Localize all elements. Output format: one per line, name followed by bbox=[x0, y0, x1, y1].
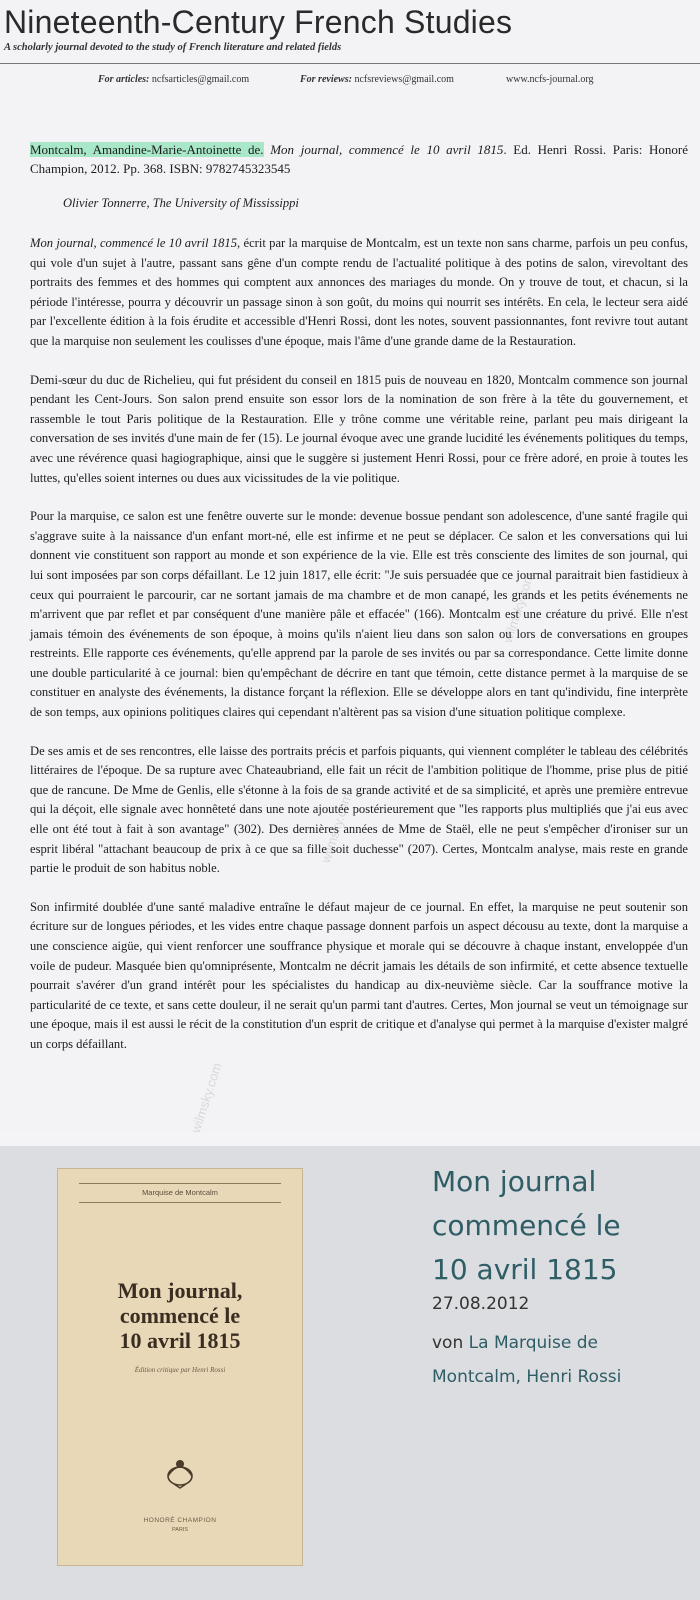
citation-details: . Ed. Henri Rossi. Paris: Honoré Champion, 2012. Pp. 368. ISBN: 9782745323545 bbox=[30, 142, 688, 176]
contact-label: For articles: bbox=[98, 74, 150, 85]
review-paragraph bbox=[30, 507, 688, 723]
paragraph-lead-title: Mon journal, commencé le 10 avril 1815 bbox=[30, 236, 238, 250]
contact-website bbox=[506, 74, 593, 85]
masthead bbox=[4, 4, 694, 53]
book-title: Mon journal, commencé le 10 avril 1815 bbox=[270, 142, 504, 157]
review-paragraph bbox=[30, 371, 688, 489]
publication-date: 27.08.2012 bbox=[432, 1294, 530, 1314]
review-body bbox=[30, 234, 688, 1074]
contact-label: For reviews: bbox=[300, 74, 352, 85]
paragraph-text: Pour la marquise, ce salon est une fenêtre ouverte sur le monde: devenue bossue pendant son adolescence, d'une santé fragile qui s'aggrave suite à la naissance d'un enfant mort-né, elle est infirme et ne peut se déplacer. Ce salon et les conversations qui lui donnent vie constituent son rapport au monde et son expérience de la vie. Elle est très consciente des limites de son journal, qui lui sont imposées par son corps défaillant. Le 12 juin 1817, elle écrit: "Je suis persuadée que ce journal paraitrait bien fastidieux à ceux qui pourraient le parcourir, car ne sortant jamais de ma chambre et de mon canapé, les grands et les petits événements ne m'arrivent que par reflet et par conséquent d'une manière pâle et effacée" (166). Montcalm est une créature du privé. Elle n'est jamais témoin des événements de son époque, à moins qu'ils n'aient lieu dans son salon ou lors de conversations en groupes restreints. Elle rapporte ces événements, qu'elle apprend par la parole de ses invités ou par sa correspondance. Cette limite donne une double particularité à ce journal: bien qu'empêchant de décrire en tant que témoin, cette distance permet à la marquise de se constituer en analyste des événements, la distance forçant la réflexion. Elle se développe alors en tant qu'individu, fine interprète de son temps, aux opinions politiques claires qui cependant n'altèrent pas sa vision d'une situation politique complexe. bbox=[30, 509, 688, 720]
review-paragraph bbox=[30, 742, 688, 879]
product-panel bbox=[0, 1146, 700, 1600]
by-prefix: von bbox=[432, 1333, 464, 1353]
contact-reviews-email[interactable]: ncfsreviews@gmail.com bbox=[354, 74, 454, 85]
review-paragraph bbox=[30, 898, 688, 1055]
book-cover-image[interactable] bbox=[57, 1168, 303, 1566]
review-paragraph bbox=[30, 234, 688, 352]
cover-title-line: Mon journal, bbox=[117, 1278, 243, 1303]
contact-reviews bbox=[300, 74, 454, 85]
journal-title: Nineteenth-Century French Studies bbox=[4, 4, 513, 40]
watermark: wilmsky.com bbox=[318, 790, 355, 865]
cover-author: Marquise de Montcalm bbox=[79, 1183, 281, 1203]
product-authors bbox=[432, 1326, 682, 1394]
author-links[interactable]: La Marquise de Montcalm, Henri Rossi bbox=[432, 1333, 622, 1387]
product-title[interactable] bbox=[432, 1160, 682, 1292]
watermark: wilmsky.com bbox=[500, 570, 537, 645]
header-divider bbox=[0, 63, 700, 64]
contact-articles-email[interactable]: ncfsarticles@gmail.com bbox=[151, 74, 250, 85]
journal-subtitle: A scholarly journal devoted to the study of French literature and related fields bbox=[4, 42, 342, 53]
product-title-line: 10 avril 1815 bbox=[432, 1253, 618, 1286]
product-title-line: commencé le bbox=[432, 1209, 621, 1242]
cover-city: PARIS bbox=[171, 1527, 189, 1533]
author-highlight: Montcalm, Amandine-Marie-Antoinette de. bbox=[30, 142, 264, 157]
product-title-line: Mon journal bbox=[432, 1165, 597, 1198]
cover-publisher: HONORÉ CHAMPION bbox=[143, 1517, 217, 1524]
cover-title bbox=[67, 1278, 293, 1353]
publisher-emblem-icon bbox=[160, 1454, 200, 1490]
journal-website-link[interactable]: www.ncfs-journal.org bbox=[506, 74, 594, 85]
cover-title-line: 10 avril 1815 bbox=[119, 1328, 241, 1353]
watermark: wilmsky.com bbox=[188, 1060, 225, 1135]
book-citation bbox=[30, 140, 688, 178]
contact-articles bbox=[98, 74, 249, 85]
cover-title-line: commencé le bbox=[119, 1303, 241, 1328]
paragraph-text: , écrit par la marquise de Montcalm, est un texte non sans charme, parfois un peu confus, qui vole d'un sujet à l'autre, passant sans gêne d'un compte rendu de l'actualité politique à des potins de salon, virevoltant des portraits des femmes et des hommes qui comptent aux annonces des mariages du monde. On y trouve de tout, et chacun, si la période l'intéresse, pourra y découvrir un passage sinon à son goût, du moins qui nourrit ses intérêts. En cela, le lecteur sera aidé par l'excellente édition à la fois érudite et accessible d'Henri Rossi, dont les notes, souvent passionnantes, font revivre tout autant que la marquise non seulement les coulisses d'une époque, mais l'âme d'une grande dame de la Restauration. bbox=[30, 236, 689, 348]
cover-edition-note: Édition critique par Henri Rossi bbox=[134, 1366, 226, 1374]
paragraph-text: Demi-sœur du duc de Richelieu, qui fut président du conseil en 1815 puis de nouveau en 1820, Montcalm commence son journal pendant les Cent-Jours. Son salon prend ensuite son essor lors de la nomination de son frère à la tête du gouvernement, et rassemble le tout Paris politique de la Restauration. Elle y trône comme une véritable reine, parlant peu mais dirigeant la conversation de ses invités d'une main de fer (15). Le journal évoque avec une grande lucidité les événements politiques du temps, avec une révérence quasi hagiographique, ainsi que le suggère si justement Henri Rossi, pour ce frère adoré, en proie à toutes les luttes, qu'elles soient internes ou dues aux vicissitudes de la vie politique. bbox=[30, 372, 688, 485]
reviewer-name: Olivier Tonnerre, The University of Mississippi bbox=[63, 196, 299, 210]
paragraph-text: Son infirmité doublée d'une santé maladive entraîne le défaut majeur de ce journal. En effet, la marquise ne peut soutenir son écriture sur de longues périodes, et les vides entre chaque passage donnent parfois un aspect décousu au texte, dont la marquise a une conscience aigüe, qui vient renforcer une souffrance physique et morale qui se découvre à chaque instant, enveloppée d'un voile de pudeur. Masquée bien qu'omniprésente, Montcalm ne décrit jamais les détails de son infirmité, et cette absence textuelle pourrait s'avérer d'un grand intérêt pour les spécialistes du handicap au dix-neuvième siècle. Car la souffrance motive la particularité de ce texte, et sans cette douleur, il ne serait qu'un parmi tant d'autres. Certes, Mon journal se veut un témoignage sur une époque, mais il est aussi le récit de la constitution d'un esprit de critique et d'analyse qui permet à la marquise d'exister malgré un corps défaillant. bbox=[30, 899, 688, 1051]
paragraph-text: De ses amis et de ses rencontres, elle laisse des portraits précis et parfois piquants, qui viennent compléter le tableau des célébrités littéraires de l'époque. De sa rupture avec Chateaubriand, elle fait un récit de l'ambition politique de l'homme, prise plus de pitié que de rancune. De Mme de Genlis, elle s'étonne à la fois de sa grande activité et de sa simplicité, et après une première entrevue qui la déçoit, elle signale avec honnêteté dans une note ajoutée postérieurement que "les rapports plus multipliés que j'ai eus avec elle ont été tout à fait à son avantage" (302). Des dernières années de Mme de Staël, elle ne peut s'empêcher d'ironiser sur un esprit libéral "attachant beaucoup de prix à ce que sa fille soit duchesse" (207). Certes, Montcalm analyse, mais reste en grande partie le produit de son habitus noble. bbox=[30, 743, 688, 876]
